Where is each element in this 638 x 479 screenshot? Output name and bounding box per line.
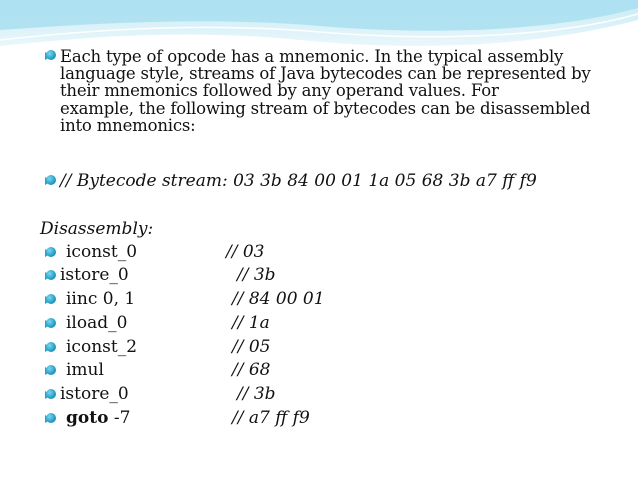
instruction-mnemonic: imul: [66, 360, 104, 380]
instruction-comment: // 3b: [237, 384, 276, 404]
instruction-mnemonic: istore_0: [60, 384, 129, 404]
bullet-icon: [45, 52, 52, 60]
instruction-mnemonic: iload_0: [66, 313, 128, 333]
instruction-comment: // 03: [226, 242, 265, 262]
instruction-row: [0, 337, 638, 359]
bullet-icon: [45, 296, 52, 304]
paragraph-line: their mnemonics followed by any operand values. For: [60, 81, 499, 101]
paragraph-line: language style, streams of Java bytecodes can be represented by: [60, 64, 591, 84]
disassembly-title: Disassembly:: [40, 219, 154, 239]
bullet-icon: [45, 249, 52, 257]
bullet-icon: [45, 344, 52, 352]
intro-paragraph: [60, 48, 620, 134]
paragraph-line: Each type of opcode has a mnemonic. In the typical assembly: [60, 47, 564, 66]
paragraph-line: into mnemonics:: [60, 115, 196, 135]
bullet-icon: [45, 320, 52, 328]
bytecode-stream-line: // Bytecode stream: 03 3b 84 00 01 1a 05 68 3b a7 ff f9: [60, 171, 537, 191]
bullet-icon: [45, 391, 52, 399]
instruction-comment: // 68: [232, 360, 271, 380]
instruction-row: [0, 384, 638, 406]
instruction-row: [0, 313, 638, 335]
instruction-row: [0, 408, 638, 430]
bullet-icon: [45, 177, 52, 185]
instruction-mnemonic: iconst_2: [66, 337, 138, 357]
instruction-mnemonic: istore_0: [60, 265, 129, 285]
instruction-mnemonic: [66, 408, 130, 428]
goto-keyword: goto: [66, 408, 109, 428]
instruction-row: [0, 289, 638, 311]
bullet-icon: [45, 272, 52, 280]
instruction-comment: // 1a: [232, 313, 270, 333]
instruction-comment: // a7 ff f9: [232, 408, 310, 428]
instruction-comment: // 05: [232, 337, 271, 357]
instruction-row: [0, 360, 638, 382]
instruction-mnemonic: iinc 0, 1: [66, 289, 136, 309]
bullet-icon: [45, 367, 52, 375]
paragraph-line: example, the following stream of bytecodes can be disassembled: [60, 98, 591, 118]
instruction-row: [0, 242, 638, 264]
goto-operand: -7: [108, 408, 131, 428]
instruction-comment: // 84 00 01: [232, 289, 325, 309]
instruction-mnemonic: iconst_0: [66, 242, 138, 262]
bullet-icon: [45, 415, 52, 423]
instruction-row: [0, 265, 638, 287]
instruction-comment: // 3b: [237, 265, 276, 285]
